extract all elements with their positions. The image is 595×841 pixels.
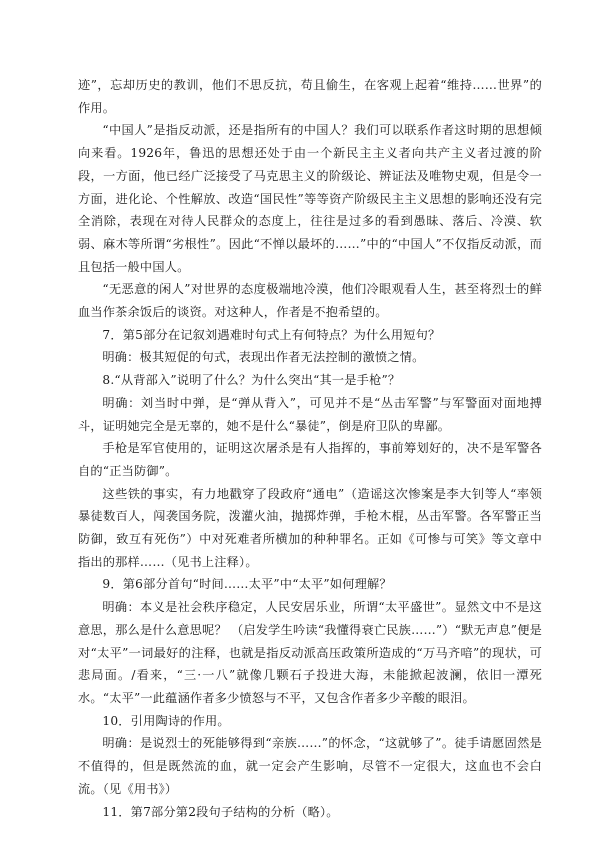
- answer-9: 明确：本义是社会秩序稳定，人民安居乐业，所谓“太平盛世”。显然文中不是这意思，那么是什么意思呢？ （启发学生吟读“我懂得衰亡民族……”）“默无声息”便是对“太平”一词最好的注释，也就是指反动派高压政策所造成的“万马齐喑”的现状，可悲局面。/看来，“三·一八”就像几颗石子投进大海，未能掀起波澜，依旧一潭死水。“太平”一此蕴涵作者多少愤怒与不平，又包含作者多少辛酸的眼泪。: [78, 600, 542, 705]
- paragraph-2: “中国人”是指反动派，还是指所有的中国人？我们可以联系作者这时期的思想倾向来看。1926年，鲁迅的思想还处于由一个新民主主义者向共产主义者过渡的阶段，一方面，他已经广泛接受了马克思主义的阶级论、辨证法及唯物史观，但是令一方面，进化论、个性解放、改造“国民性”等等资产阶级民主主义思想的影响还没有完全消除，表现在对待人民群众的态度上，往往是过多的看到愚昧、落后、冷漠、软弱、麻木等所谓“劣根性”。因此“不惮以最坏的……”中的“中国人”不仅指反动派，而且包括一般中国人。: [78, 123, 542, 274]
- question-11: 11．第7部分第2段句子结构的分析（略）。: [102, 804, 339, 819]
- answer-8: 明确：刘当时中弹，是“弹从背入”，可见并不是“丛击军警”与军警面对面地搏斗，证明她完全是无辜的，她不是什么“暴徒”，倒是府卫队的卑鄙。: [78, 395, 542, 433]
- paragraph-3: “无恶意的闲人”对世界的态度极端地冷漠，他们冷眼观看人生，甚至将烈士的鲜血当作茶余饭后的谈资。对这种人，作者是不抱希望的。: [78, 282, 542, 320]
- answer-8-facts: 这些铁的事实，有力地戳穿了段政府“通电”（造谣这次惨案是李大钊等人“率领暴徒数百人，闯袭国务院，泼灌火油，抛掷炸弹，手枪木棍，丛击军警。各军警正当防御，致互有死伤”）中对死难者所横加的种种罪名。正如《可惨与可笑》等文章中指出的那样……（见书上注释）。: [78, 486, 542, 569]
- answer-10: 明确：是说烈士的死能够得到“亲族……”的怀念，“这就够了”。徒手请愿固然是不值得的，但是既然流的血，就一定会产生影响，尽管不一定很大，这血也不会白流。（见《用书》）: [78, 736, 542, 796]
- answer-8-pistol: 手枪是军官使用的，证明这次屠杀是有人指挥的，事前筹划好的，决不是军警各自的“正当防御”。: [78, 441, 542, 478]
- question-8: 8.“从背部入”说明了什么？为什么突出“其一是手枪”？: [102, 373, 401, 388]
- answer-7: 明确：极其短促的句式，表现出作者无法控制的激愤之情。: [102, 350, 425, 365]
- question-7: 7．第5部分在记叙刘遇难时句式上有何特点？为什么用短句？: [102, 327, 441, 342]
- question-10: 10．引用陶诗的作用。: [102, 713, 230, 728]
- paragraph-1: 迹”，忘却历史的教训，他们不思反抗，苟且偷生，在客观上起着“维持……世界”的作用。: [78, 78, 542, 115]
- question-9: 9．第6部分首句“时间……太平”中“太平”如何理解？: [102, 577, 392, 592]
- document-body: [78, 74, 542, 823]
